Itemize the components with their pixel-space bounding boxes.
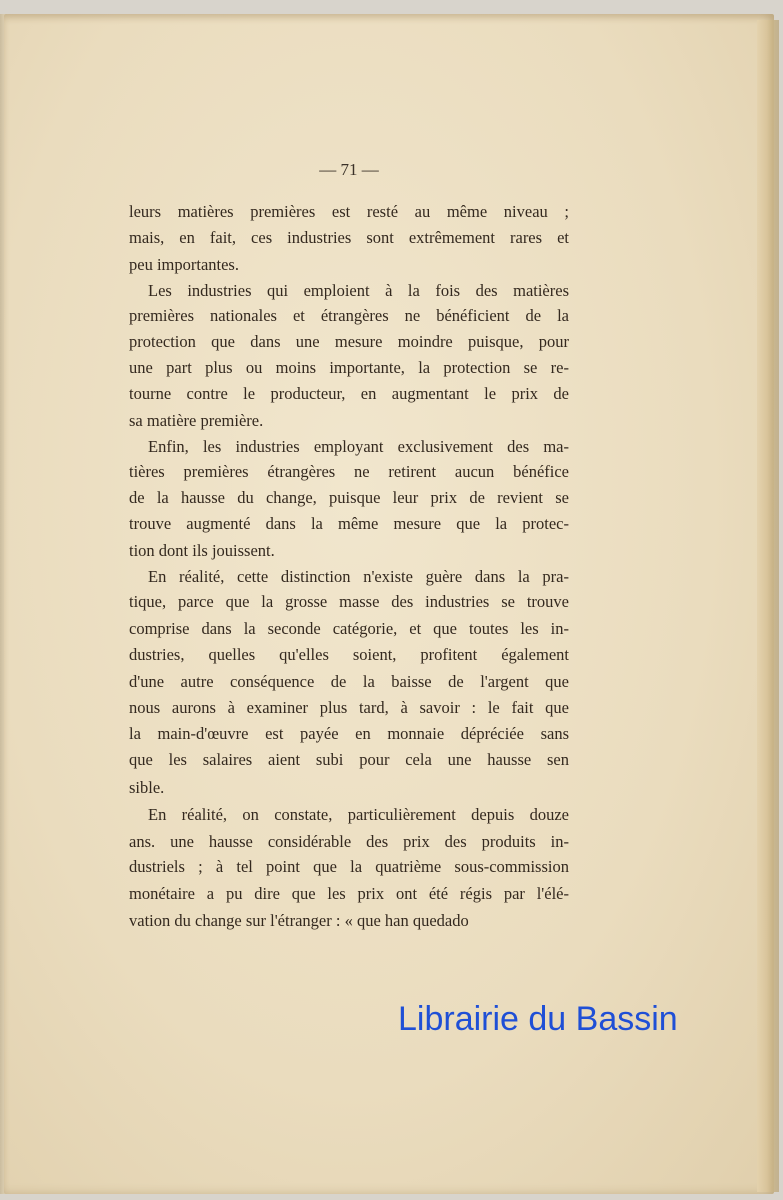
text-line: la main-d'œuvre est payée en monnaie dépréciée sans <box>129 724 569 743</box>
text-line: leurs matières premières est resté au même niveau ; <box>129 202 569 221</box>
text-line: nous aurons à examiner plus tard, à savoir : le fait que <box>129 698 569 717</box>
page-right-edge <box>757 20 779 1192</box>
text-line: d'une autre conséquence de la baisse de l'argent que <box>129 672 569 691</box>
text-line: trouve augmenté dans la même mesure que la protec- <box>129 514 569 533</box>
text-line: tique, parce que la grosse masse des industries se trouve <box>129 592 569 611</box>
text-line: que les salaires aient subi pour cela une hausse sen <box>129 750 569 769</box>
text-line: sible. <box>129 778 165 797</box>
text-line: En réalité, cette distinction n'existe guère dans la pra- <box>148 567 569 586</box>
text-line: tion dont ils jouissent. <box>129 541 275 560</box>
text-line: une part plus ou moins importante, la protection se re- <box>129 358 569 377</box>
text-line: En réalité, on constate, particulièrement depuis douze <box>148 805 569 824</box>
text-line: monétaire a pu dire que les prix ont été régis par l'élé- <box>129 884 569 903</box>
text-line: Enfin, les industries employant exclusivement des ma- <box>148 437 569 456</box>
text-line: de la hausse du change, puisque leur prix de revient se <box>129 488 569 507</box>
text-line: sa matière première. <box>129 411 264 430</box>
page-number: — 71 — <box>319 160 379 179</box>
text-line: Les industries qui emploient à la fois des matières <box>148 281 569 300</box>
text-line: dustriels ; à tel point que la quatrième sous-commission <box>129 857 569 876</box>
text-line: dustries, quelles qu'elles soient, profitent également <box>129 645 569 664</box>
text-line: mais, en fait, ces industries sont extrêmement rares et <box>129 228 569 247</box>
text-line: premières nationales et étrangères ne bénéficient de la <box>129 306 569 325</box>
watermark: Librairie du Bassin <box>398 1000 678 1038</box>
text-line: tières premières étrangères ne retirent aucun bénéfice <box>129 462 569 481</box>
text-line: ans. une hausse considérable des prix des produits in- <box>129 832 569 851</box>
text-line: tourne contre le producteur, en augmentant le prix de <box>129 384 569 403</box>
text-line: comprise dans la seconde catégorie, et que toutes les in- <box>129 619 569 638</box>
text-line: peu importantes. <box>129 255 239 274</box>
text-line: protection que dans une mesure moindre puisque, pour <box>129 332 569 351</box>
text-line: vation du change sur l'étranger : « que han quedado <box>129 911 469 930</box>
